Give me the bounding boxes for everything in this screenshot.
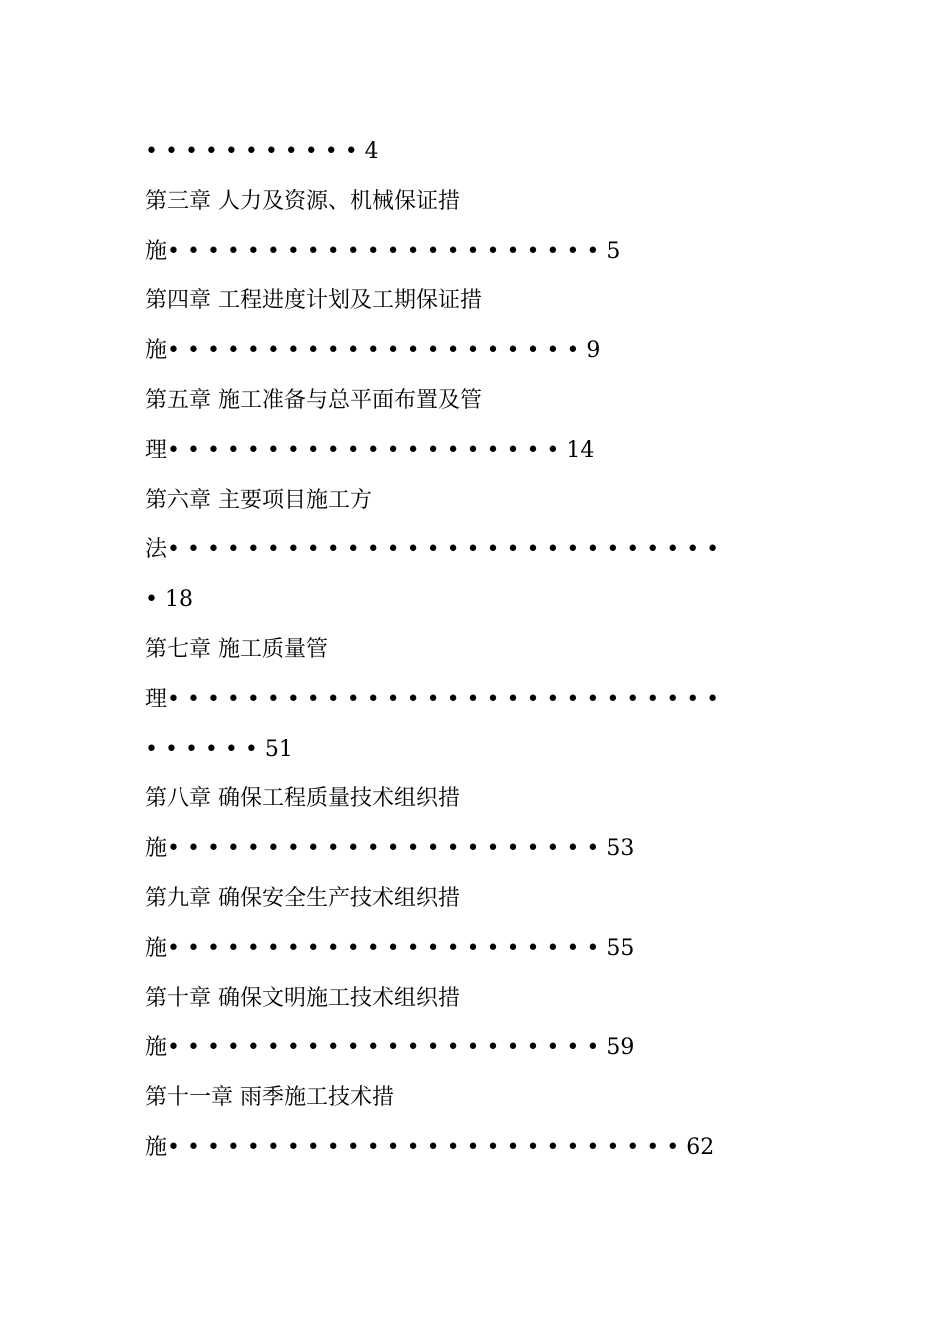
toc-line: 施• • • • • • • • • • • • • • • • • • • • • • 5 — [145, 238, 621, 264]
toc-line: 理• • • • • • • • • • • • • • • • • • • • 14 — [145, 437, 595, 463]
table-of-contents — [145, 127, 825, 1173]
toc-line: 法• • • • • • • • • • • • • • • • • • • • • • • • • • • • — [145, 537, 720, 563]
toc-line: 施• • • • • • • • • • • • • • • • • • • • • • 59 — [145, 1035, 635, 1061]
toc-chapter-title: 第三章 人力及资源、机械保证措 — [145, 188, 460, 214]
toc-chapter-title: 第十一章 雨季施工技术措 — [145, 1085, 394, 1111]
toc-chapter-title: 第十章 确保文明施工技术组织措 — [145, 985, 460, 1011]
toc-line: 施• • • • • • • • • • • • • • • • • • • • • • • • • • 62 — [145, 1134, 715, 1160]
toc-line: 施• • • • • • • • • • • • • • • • • • • • • • 53 — [145, 836, 635, 862]
toc-line: 施• • • • • • • • • • • • • • • • • • • • • 9 — [145, 338, 601, 364]
toc-line: • 18 — [145, 587, 193, 613]
toc-line: • • • • • • • • • • • 4 — [145, 139, 379, 164]
toc-chapter-title: 第四章 工程进度计划及工期保证措 — [145, 288, 482, 314]
toc-line: 施• • • • • • • • • • • • • • • • • • • • • • 55 — [145, 935, 635, 961]
toc-chapter-title: 第七章 施工质量管 — [145, 636, 328, 662]
toc-chapter-title: 第九章 确保安全生产技术组织措 — [145, 885, 460, 911]
toc-line: • • • • • • 51 — [145, 736, 293, 762]
toc-line: 理• • • • • • • • • • • • • • • • • • • • • • • • • • • • — [145, 686, 720, 712]
toc-chapter-title: 第五章 施工准备与总平面布置及管 — [145, 387, 482, 413]
toc-chapter-title: 第八章 确保工程质量技术组织措 — [145, 786, 460, 812]
toc-chapter-title: 第六章 主要项目施工方 — [145, 487, 372, 513]
